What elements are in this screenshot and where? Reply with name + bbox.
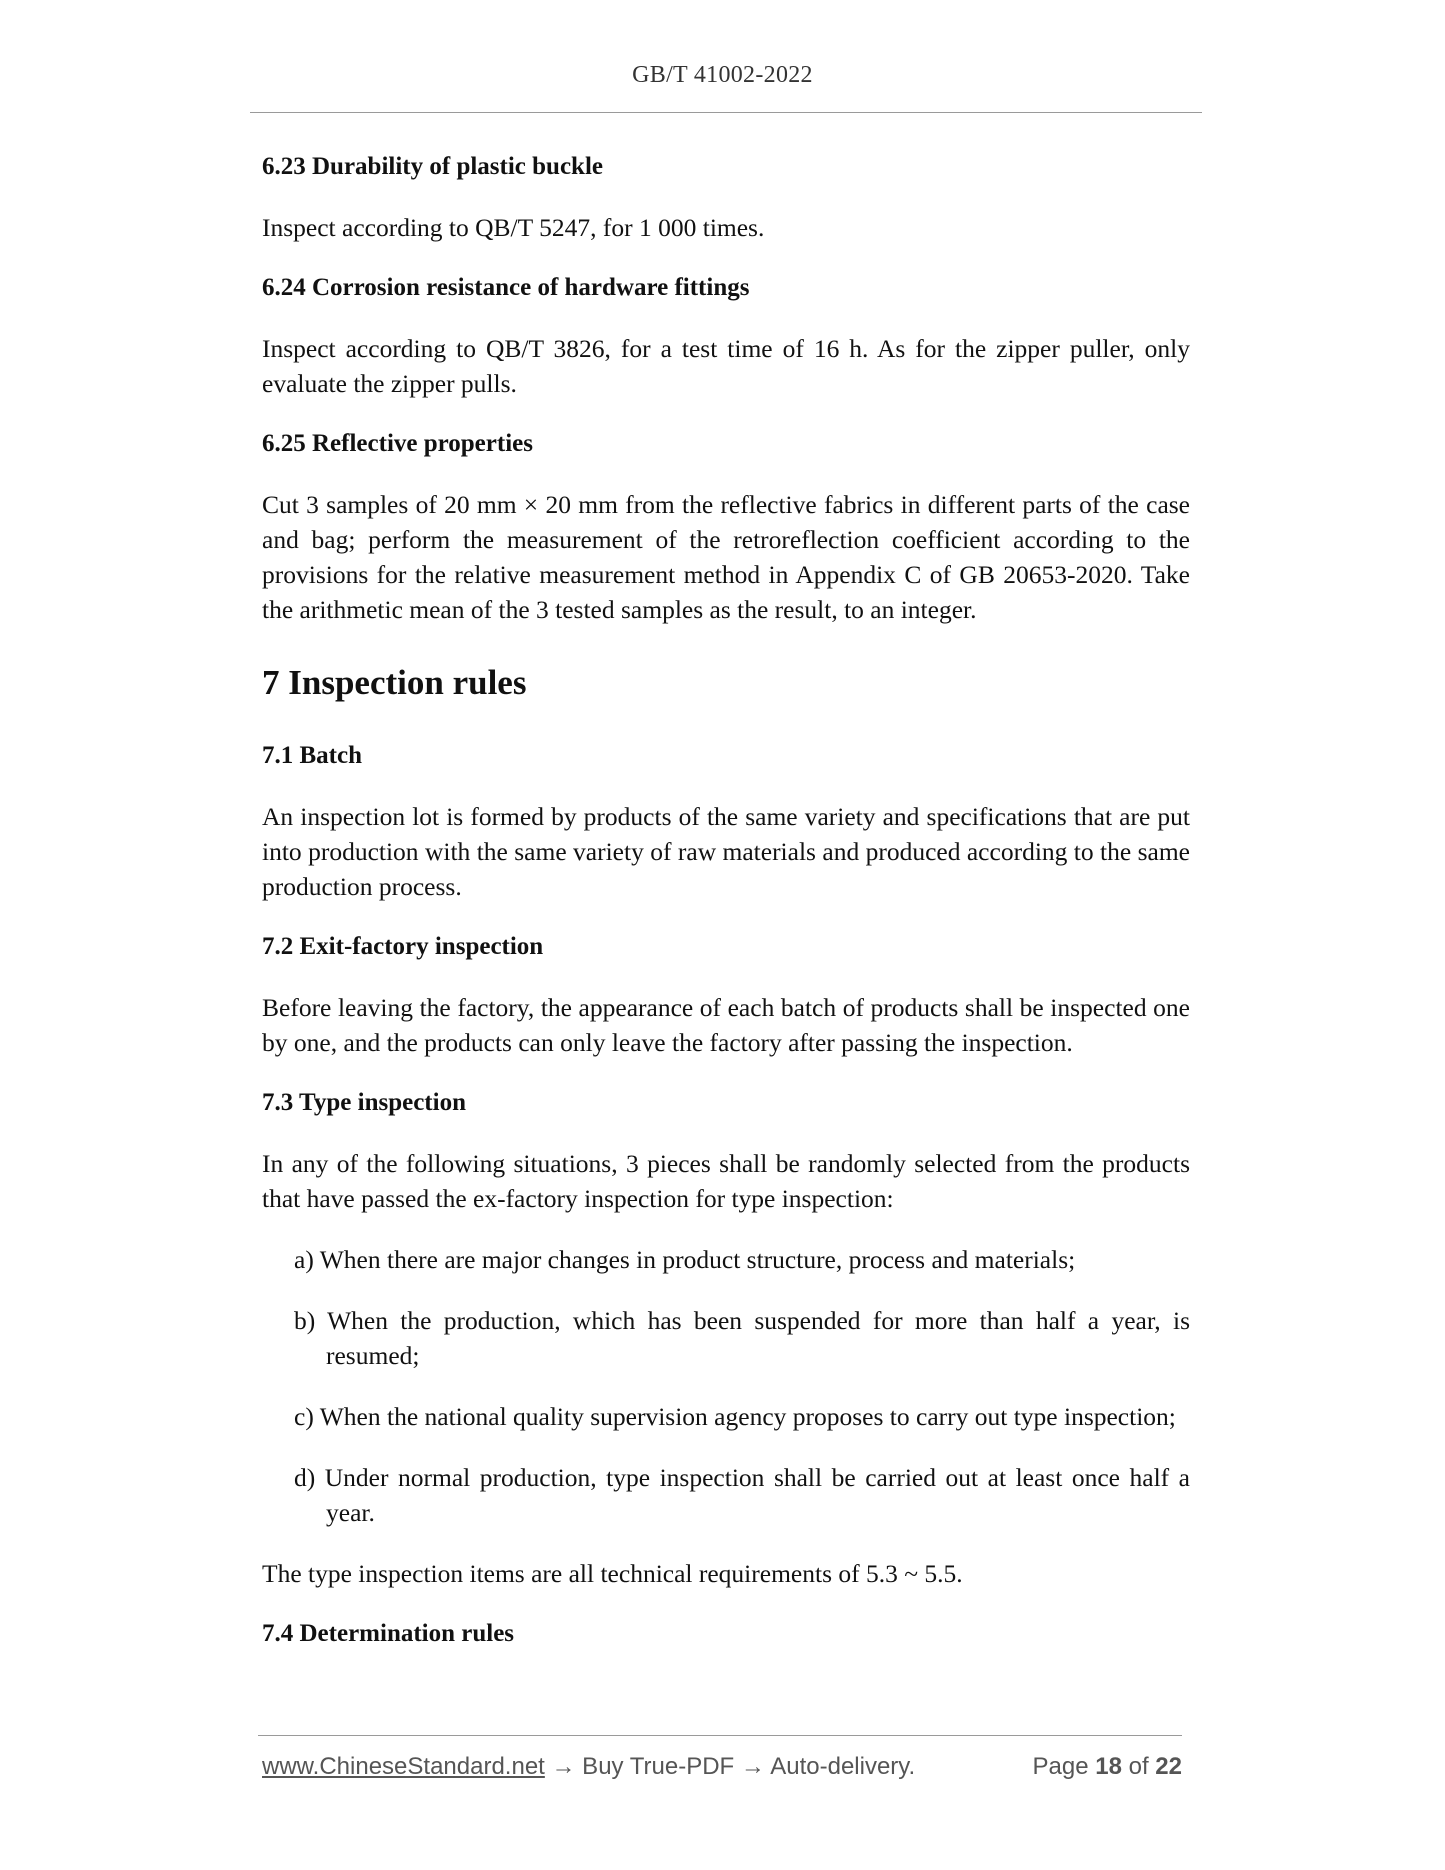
page-counter	[1033, 1753, 1183, 1781]
website-link[interactable]: www.ChineseStandard.net	[262, 1753, 545, 1780]
section-7-4-heading: 7.4 Determination rules	[262, 1620, 515, 1647]
section-7-2-text: Before leaving the factory, the appearance of each batch of products shall be inspected one by one, and the products can only leave the factory after passing the inspection.	[262, 993, 1190, 1057]
section-6-23-text: Inspect according to QB/T 5247, for 1 000 times.	[262, 213, 765, 242]
list-item-c: c) When the national quality supervision agency proposes to carry out type inspection;	[294, 1402, 1176, 1431]
section-6-25-text: Cut 3 samples of 20 mm × 20 mm from the reflective fabrics in different parts of the case and bag; perform the measurement of the retroreflection coefficient according to the provisions for the relative measurement method in Appendix C of GB 20653-2020. Take the arithmetic mean of the 3 tested samples as the result, to an integer.	[262, 490, 1190, 624]
page-number: 18	[1095, 1753, 1122, 1780]
list-item-b: b) When the production, which has been suspended for more than half a year, is resumed;	[294, 1306, 1190, 1370]
footer-divider	[258, 1735, 1182, 1736]
total-pages: 22	[1155, 1753, 1182, 1780]
page-header: GB/T 41002-2022	[632, 62, 813, 88]
list-item-d: d) Under normal production, type inspection shall be carried out at least once half a year.	[294, 1463, 1190, 1527]
page-label: Page	[1032, 1753, 1089, 1780]
document-body	[262, 150, 1190, 1677]
footer-promo	[262, 1753, 915, 1781]
section-7-heading: 7 Inspection rules	[262, 663, 527, 702]
section-6-24-heading: 6.24 Corrosion resistance of hardware fittings	[262, 274, 750, 301]
list-item-a: a) When there are major changes in product structure, process and materials;	[294, 1245, 1076, 1274]
section-7-3-intro: In any of the following situations, 3 pieces shall be randomly selected from the products that have passed the ex-factory inspection for type inspection:	[262, 1149, 1190, 1213]
section-7-3-heading: 7.3 Type inspection	[262, 1089, 466, 1116]
section-7-2-heading: 7.2 Exit-factory inspection	[262, 933, 544, 960]
section-6-24-text: Inspect according to QB/T 3826, for a test time of 16 h. As for the zipper puller, only evaluate the zipper pulls.	[262, 334, 1190, 398]
section-7-1-heading: 7.1 Batch	[262, 742, 362, 769]
section-7-3-closing: The type inspection items are all technical requirements of 5.3 ~ 5.5.	[262, 1559, 963, 1588]
footer-promo-text: → Buy True-PDF → Auto-delivery.	[544, 1753, 916, 1780]
section-7-1-text: An inspection lot is formed by products of the same variety and specifications that are put into production with the same variety of raw materials and produced according to the same production process.	[262, 802, 1190, 901]
page-footer	[262, 1753, 1182, 1787]
of-label: of	[1128, 1753, 1149, 1780]
section-6-25-heading: 6.25 Reflective properties	[262, 430, 533, 457]
header-divider	[250, 112, 1202, 113]
section-6-23-heading: 6.23 Durability of plastic buckle	[262, 153, 603, 180]
